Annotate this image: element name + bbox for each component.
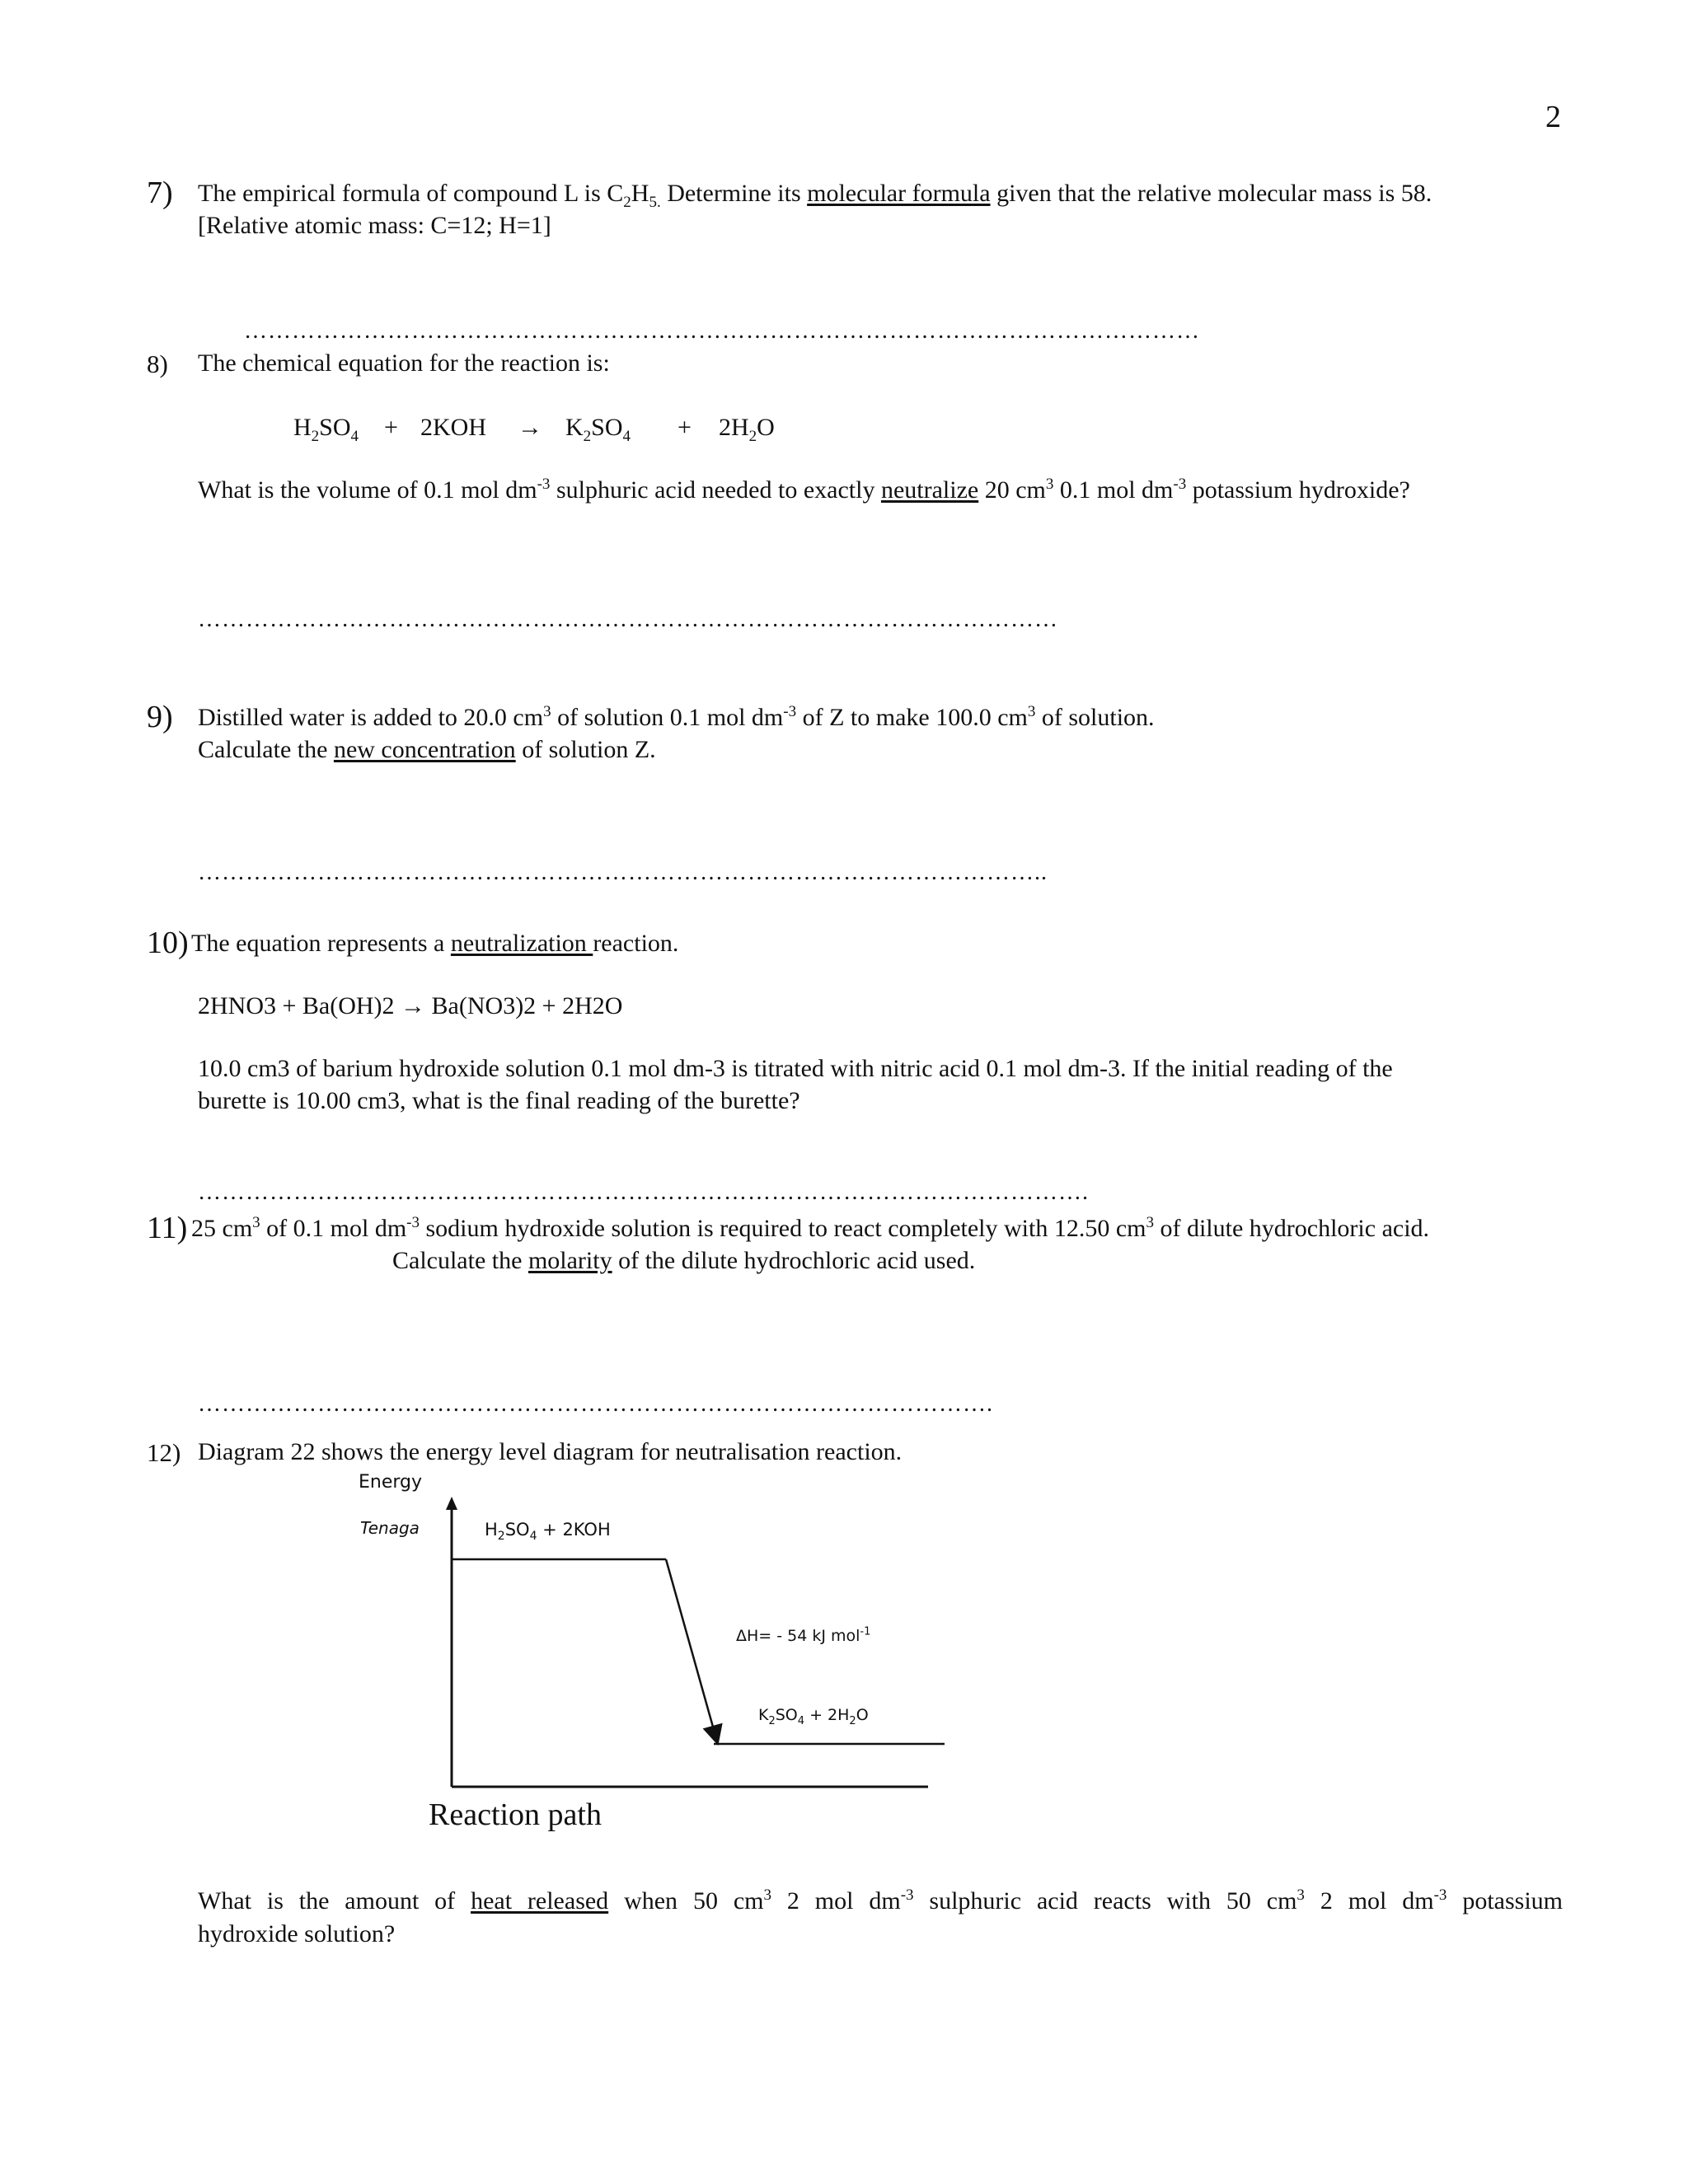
equation-reactant: 2KOH: [420, 414, 486, 441]
question-number: 7): [147, 176, 173, 210]
question-number: 10): [147, 926, 189, 960]
underlined-term: new concentration: [333, 736, 516, 763]
equation-plus: +: [384, 414, 398, 441]
question-11-line2: Calculate the molarity of the dilute hydrochloric acid used.: [392, 1247, 976, 1274]
question-9-line2: Calculate the new concentration of solution Z.: [198, 736, 656, 763]
question-number: 11): [147, 1211, 188, 1245]
question-12-line2: hydroxide solution?: [198, 1920, 396, 1947]
y-axis-label-energy: Energy: [359, 1472, 423, 1493]
products-label: $K_2SO_4 + 2H_2O$: [758, 1706, 869, 1727]
question-number: 9): [147, 700, 173, 734]
underlined-term: molarity: [528, 1247, 612, 1274]
equation-product: $2H_2O$: [719, 414, 775, 445]
question-8-text: What is the volume of 0.1 mol $dm^{-3}$ sulphuric acid needed to exactly neutralize 20 $cm^3$ 0.1 mol $dm^{-3}$ potassium hydroxide?: [198, 476, 1410, 504]
reactants-label: $H_2SO_4 + 2KOH$: [485, 1520, 611, 1544]
answer-line: …………………………………………………………………………………………………………: [244, 318, 1200, 344]
underlined-term: heat released: [471, 1887, 609, 1915]
answer-line: ………………………………………………………………………………………………….: [198, 1179, 1089, 1205]
x-axis-label: Reaction path: [429, 1797, 602, 1832]
question-number: 8): [147, 349, 168, 378]
page-number: 2: [1545, 100, 1561, 134]
question-11-text: 25 $cm^3$ of 0.1 mol $dm^{-3}$ sodium hydroxide solution is required to react completely with 12.50 $cm^3$ of dilute hydrochloric acid.: [191, 1214, 1430, 1242]
question-10-paragraph: 10.0 cm3 of barium hydroxide solution 0.1 mol dm-3 is titrated with nitric acid 0.1 mol dm-3. If the initial reading of the: [198, 1055, 1393, 1082]
question-10-equation: 2HNO3 + Ba(OH)2 → Ba(NO3)2 + 2H2O: [198, 992, 623, 1019]
equation-product: $K_2SO_4$: [565, 414, 631, 445]
answer-line: ………………………………………………………………………………………………: [198, 607, 1058, 632]
underlined-term: neutralize: [880, 476, 979, 504]
answer-line: ……………………………………………………………………………………….: [198, 1391, 993, 1417]
underlined-term: molecular formula: [807, 180, 991, 207]
equation-plus: +: [678, 414, 692, 441]
question-7-line2: [Relative atomic mass: C=12; H=1]: [198, 212, 551, 239]
underlined-term: neutralization: [450, 930, 593, 957]
equation-arrow: →: [518, 414, 542, 441]
y-axis-arrowhead: [446, 1497, 457, 1510]
question-10-text: The equation represents a neutralization reaction.: [191, 930, 679, 957]
chemical-equation: $H_2SO_4$: [293, 414, 359, 445]
y-axis-label-tenaga: Tenaga: [360, 1518, 420, 1538]
question-7-text: The empirical formula of compound L is $C_2H_{5.}$ Determine its molecular formula given that the relative molecular mass is 58.: [198, 180, 1432, 211]
question-10-paragraph: burette is 10.00 cm3, what is the final reading of the burette?: [198, 1087, 800, 1114]
question-12-intro: Diagram 22 shows the energy level diagram for neutralisation reaction.: [198, 1438, 903, 1465]
question-8-intro: The chemical equation for the reaction is:: [198, 349, 610, 377]
question-12-text: What is the amount of heat released when 50 $cm^3$ 2 mol $dm^{-3}$ sulphuric acid reacts with 50 $cm^3$ 2 mol $dm^{-3}$ potassium: [198, 1886, 1563, 1915]
question-number: 12): [147, 1438, 181, 1467]
question-9-text: Distilled water is added to 20.0 $cm^3$ of solution 0.1 mol $dm^{-3}$ of Z to make 100.0 $cm^3$ of solution.: [198, 703, 1155, 731]
enthalpy-change-label: ΔH= - 54 kJ mol$^{-1}$: [736, 1625, 871, 1645]
answer-line: ……………………………………………………………………………………………..: [198, 860, 1048, 885]
energy-drop-arrow: [666, 1559, 715, 1736]
